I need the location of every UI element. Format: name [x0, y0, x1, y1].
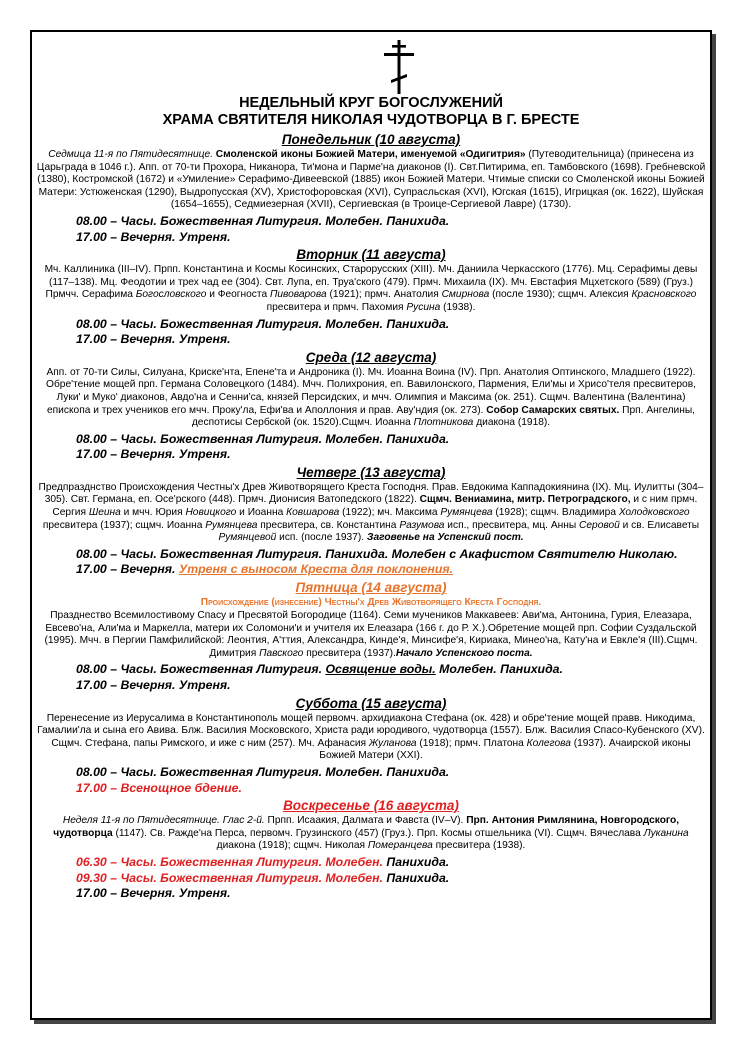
desc-part: (1937). Ачаирской иконы Божией Матери (XXI). [319, 737, 691, 762]
desc-part: Сщмч. Вениамина, митр. Петроградского, [416, 494, 631, 506]
desc-part: пресвитера (1938). [432, 840, 526, 852]
desc-part: Разумова [399, 519, 445, 531]
service-part-red: 17.00 – Всенощное бдение. [76, 780, 242, 795]
desc-part: Прпп. Исаакия, Далмата и Фавста (IV–V). [264, 815, 464, 827]
service-line [36, 781, 706, 797]
desc-part: (1918); прмч. Платона [416, 737, 527, 749]
day-heading-tuesday: Вторник (11 августа) [296, 247, 446, 263]
day-heading-friday: Пятница (14 августа) [295, 580, 447, 596]
desc-part: Начало Успенского поста. [395, 647, 533, 659]
desc-part: (Путеводительница) (принесена из Царьграда в 1046 г.). Апп. от 70-ти Прохора, Никанора, Ти'мона и Парме'на диаконов (I). Свт.Питирима, еп. Тамбовского (1698). Гребневской (1380), Костромской (1672) и «Умиление» Серафимо-Дивеевской (1885) икон Божией Матери. Чтимые списки со Смоленской иконы Божией Матери: Устюженская (1290), Выдропусская (XV), Христофоровская (XVI), Супрасльская (XVI), Югская (1615), Игрицкая (ок. 1622), Шуйская (1654–1655), Седмиезерная (XVII), Сергиевская (в Троице-Сергиевой Лавре) (1730). [36, 149, 706, 211]
desc-part: Красновского [631, 289, 697, 301]
service-line: 08.00 – Часы. Божественная Литургия. Молебен. Панихида. [76, 316, 450, 331]
service-line: 08.00 – Часы. Божественная Литургия. Панихида. Молебен с Акафистом Святителю Николаю. [76, 546, 678, 561]
orthodox-cross-icon [382, 40, 416, 94]
day-heading-wednesday: Среда (12 августа) [305, 349, 437, 365]
day-description-saturday [36, 713, 706, 763]
desc-part: Прп. Ангелины, деспотисы Сербской (ок. 1520).Сщмч. Иоанна [191, 404, 695, 429]
desc-part: Седмица 11-я по Пятидесятнице. [48, 149, 213, 160]
desc-part: (1147). Св. Ражде'на Перса, первомч. Грузинского (457) (Груз.). Прп. Космы отшельника (VI). Сщмч. Вячеслава [112, 827, 644, 839]
day-heading-monday: Понедельник (10 августа) [281, 132, 461, 147]
desc-part: Жуланова [368, 737, 417, 749]
desc-part: и мчч. Юрия [120, 507, 186, 519]
service-part-underlined: Освящение воды. [325, 662, 436, 677]
service-line: 17.00 – Вечерня. Утреня. [76, 332, 231, 347]
service-part: Панихида. [382, 854, 450, 869]
service-part: 17.00 – Вечерня. [76, 562, 179, 577]
service-line: 17.00 – Вечерня. Утреня. [76, 678, 231, 692]
desc-part: Собор Самарских святых. [483, 404, 620, 416]
service-line [36, 662, 706, 678]
desc-part: Румянцева [205, 519, 258, 531]
desc-part: Румянцевой [218, 532, 277, 544]
desc-part: Неделя 11-я по Пятидесятнице. Глас 2-й. [62, 815, 265, 827]
desc-part: Заговенье на Успенский пост. [366, 532, 524, 544]
desc-part: пресвитера, св. Константина [257, 519, 400, 531]
schedule-frame [30, 30, 712, 1020]
title-line-1: НЕДЕЛЬНЫЙ КРУГ БОГОСЛУЖЕНИЙ [239, 95, 503, 111]
desc-part: Предпразднство Происхождения Честны'х Древ Животворящего Креста Господня. Прав. Евдокима Каппадокиянина (IX). Мц. Иулитты (304–305). Свт. Германа, еп. Осе'рского (448). Прмч. Дионисия Ватопедского (1822). [38, 481, 704, 506]
service-part-red: 09.30 – Часы. Божественная Литургия. Молебен. [76, 870, 383, 885]
desc-part: исп. (после 1937). [276, 532, 367, 544]
desc-part: Шеина [88, 507, 121, 519]
schedule-content [36, 130, 706, 902]
desc-part: Колегова [526, 737, 571, 749]
desc-part: (после 1930); сщмч. Алексия [489, 289, 632, 301]
desc-part: Померанцева [367, 840, 433, 852]
desc-part: Прп. Антония Римлянина, Новгородского, чудотворца [53, 815, 680, 839]
desc-part: и с ним прмч. Сергия [52, 494, 698, 519]
desc-part: (1938). [440, 301, 476, 313]
service-part: Молебен. Панихида. [435, 662, 563, 677]
service-line [36, 562, 706, 578]
desc-part: (1928); сщмч. Владимира [492, 507, 619, 519]
desc-part: пресвитера (1937). [303, 647, 396, 659]
desc-part: Празднество Всемилостивому Спасу и Пресвятой Богородице (1164). Семи мучеников Маккавеев: Ави'ма, Антонина, Гурия, Елеазара, Евсево'на, Али'ма и Маркелла, матери их Соломони'и и учителя их Елеазара (166 г. до Р. Х.).Обретение мощей прп. Софии Суздальской (1995). Мчч. в Пергии Памфилийской: Леонтия, А'ттия, Александра, Кинде'я, Минсифе'я, Кириака, Минео'на, Кату'на и Евкле'я (III).Сщмч. Димитрия [44, 610, 698, 659]
service-part: 08.00 – Часы. Божественная Литургия. [76, 662, 326, 677]
desc-part: (1921); прмч. Анатолия [326, 289, 442, 301]
service-line: 17.00 – Вечерня. Утреня. [76, 447, 231, 462]
day-description-monday [36, 149, 706, 212]
desc-part: Плотникова [413, 417, 474, 429]
title-line-2: ХРАМА СВЯТИТЕЛЯ НИКОЛАЯ ЧУДОТВОРЦА В Г. БРЕСТЕ [162, 112, 580, 128]
desc-part: пресвитера и прмч. Пахомия [266, 301, 407, 313]
page-title [32, 95, 710, 129]
desc-part: Павского [259, 647, 304, 659]
feast-title-friday: Происхождение (изнесение) Честны'х Древ Животворящего Креста Господня. [200, 597, 542, 609]
desc-part: диакона (1918). [473, 417, 551, 429]
service-line [36, 855, 706, 871]
service-line [36, 871, 706, 887]
service-line: 08.00 – Часы. Божественная Литургия. Молебен. Панихида. [76, 764, 450, 779]
desc-part: и Феогноста [206, 289, 270, 301]
day-description-thursday [36, 482, 706, 545]
service-part-red: 06.30 – Часы. Божественная Литургия. Молебен. [76, 854, 383, 869]
day-description-tuesday [36, 264, 706, 314]
day-heading-sunday: Воскресенье (16 августа) [283, 798, 459, 814]
desc-part: исп., пресвитера, мц. Анны [444, 519, 580, 531]
desc-part: (1922); мч. Максима [339, 507, 441, 519]
service-part-highlight: Утреня с выносом Креста для поклонения. [178, 562, 453, 577]
desc-part: и св. Елисаветы [619, 519, 700, 531]
desc-part: Луканина [643, 827, 689, 839]
day-description-friday [36, 610, 706, 660]
desc-part: Богословского [135, 289, 207, 301]
desc-part: Новицкого [185, 507, 237, 519]
desc-part: Пивоварова [269, 289, 327, 301]
service-line: 08.00 – Часы. Божественная Литургия. Молебен. Панихида. [76, 431, 450, 446]
service-line: 17.00 – Вечерня. Утреня. [76, 886, 231, 901]
desc-part: Ковшарова [286, 507, 340, 519]
desc-part: диакона (1918); сщмч. Николая [216, 840, 368, 852]
day-heading-saturday: Суббота (15 августа) [295, 695, 447, 711]
service-line: 08.00 – Часы. Божественная Литургия. Молебен. Панихида. [76, 213, 450, 228]
desc-part: Русина [406, 301, 441, 313]
desc-part: пресвитера (1937); сщмч. Иоанна [42, 519, 206, 531]
desc-part: Апп. от 70-ти Силы, Силуана, Криске'нта, Епене'та и Андроника (I). Мч. Иоанна Воина (IV). Прп. Анатолия Оптинского, Младшего (1922). Обре'тение мощей прп. Германа Соловецкого (1484). Мчч. Полихрония, еп. Вавилонского, Пармения, Ели'мы и Хрисо'теля пресвитеров, Луки' и Муко' диаконов, Авдо'на и Сенни'са, князей Персидских, и мчч. Олимпия и Максима (ок. 251). Сщмч. Валентина (Валентина) епископа и трех учеников его мчч. Проку'ла, Ефи'ва и Аполлония и прав. Аву'ндия (ок. 273). [46, 366, 696, 416]
desc-part: Серовой [579, 519, 620, 531]
desc-part: Смирнова [441, 289, 490, 301]
desc-part: Мч. Каллиника (III–IV). Прпп. Константина и Космы Косинских, Старорусских (XIII). Мч. Даниила Черкасского (1776). Мц. Серафимы девы (117–138). Мц. Феодотии и трех чад ее (304). Свт. Лупа, еп. Труа'ского (479). Прмч. Михаила (IX). Мч. Евстафия Мцхетского (589) (Груз.) Прмчч. Серафима [44, 264, 698, 301]
day-description-sunday [36, 815, 706, 853]
desc-part: и Иоанна [236, 507, 287, 519]
desc-part: Смоленской иконы Божией Матери, именуемой «Одигитрия» [212, 149, 526, 160]
desc-part: Перенесение из Иерусалима в Константинополь мощей первомч. архидиакона Стефана (ок. 428) и обре'тение мощей правв. Никодима, Гамалии'ла и сына его Авива. Блж. Василия Московского, Христа ради юродивого, чудотворца (1557). Блж. Василия Спасо-Кубенского (XV). Сщмч. Стефана, папы Римского, и иже с ним (257). Мч. Афанасия [37, 712, 705, 749]
day-heading-thursday: Четверг (13 августа) [296, 464, 446, 480]
service-line: 17.00 – Вечерня. Утреня. [76, 229, 231, 244]
day-description-wednesday [36, 367, 706, 430]
desc-part: Румянцева [440, 507, 493, 519]
service-part: Панихида. [382, 870, 450, 885]
desc-part: Холодковского [618, 507, 690, 519]
